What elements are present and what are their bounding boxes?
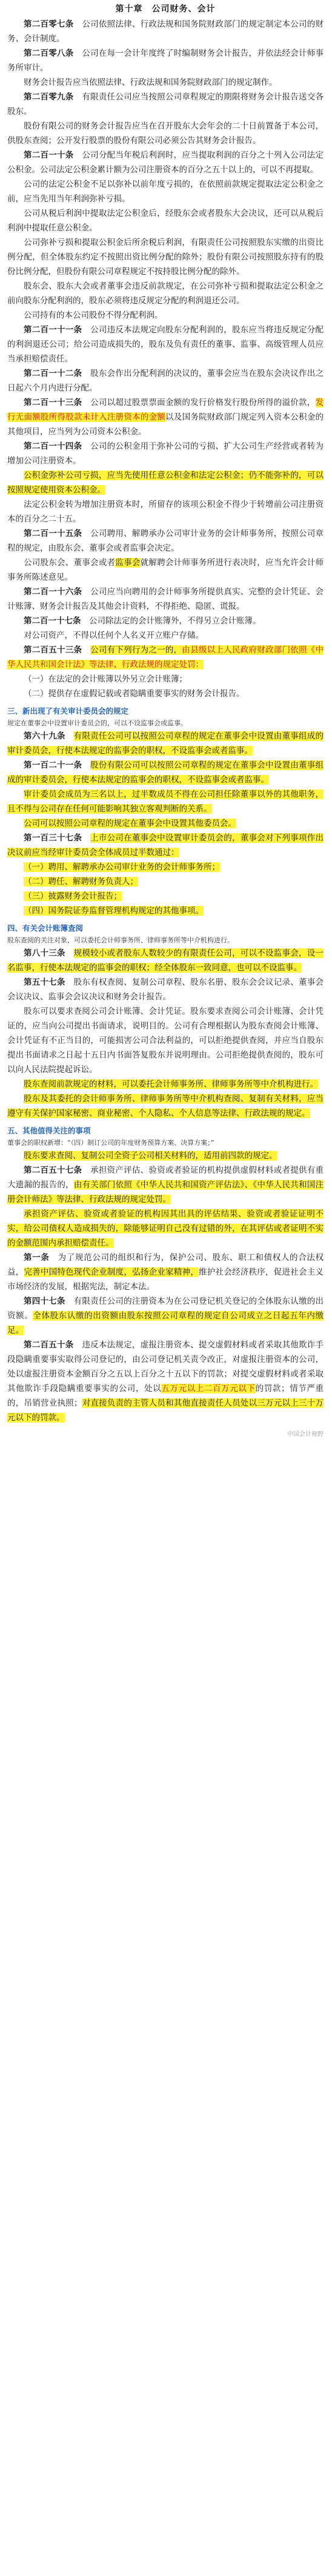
article-number: 第二百零九条	[24, 92, 74, 102]
article-paragraph	[7, 1207, 324, 1250]
article-paragraph	[7, 526, 324, 555]
article-text: 对公司资产，不得以任何个人名义开立账户存储。	[24, 631, 204, 640]
article-text: 股东查阅前款规定的材料，可以委托会计师事务所、律师事务所等中介机构进行。	[24, 1079, 318, 1089]
article-paragraph	[7, 148, 324, 177]
article-text: 全体股东认缴的出资额由股东按照公司章程的规定自公司成立之日起五年内缴足。	[7, 1311, 324, 1335]
article-paragraph	[7, 46, 324, 75]
article-text: 公司聘用、解聘承办公司审计业务的会计师事务所，按照公司章程的规定，由股东会、董事会或者监事会决定。	[7, 529, 324, 553]
article-text: 股份有限公司的财务会计报告应当在召开股东大会年会的二十日前置备于本公司，供股东查阅；公开发行股票的股份有限公司必须公告其财务会计报告。	[7, 121, 324, 146]
article-number: 第二百一十一条	[24, 325, 82, 335]
article-paragraph	[7, 643, 324, 672]
article-text: 股东可以要求查阅公司会计账簿、会计凭证。股东要求查阅公司会计账簿、会计凭证的，应当向公司提出书面请求，说明目的。公司有合理根据认为股东查阅会计账簿、会计凭证有不正当目的，可能损害公司合法利益的，可以拒绝提供查阅，并应当自股东提出书面请求之日起十五日内书面答复股东并说明理由。公司拒绝提供查阅的，股东可以向人民法院提起诉讼。	[7, 1007, 324, 1075]
article-paragraph	[7, 1004, 324, 1077]
article-text: 公积金弥补公司亏损，应当先使用任意公积金和法定公积金；仍不能弥补的，可以按照规定使用资本公积金。	[7, 471, 324, 495]
article-text: 股东会、股东大会或者董事会违反前款规定，在公司弥补亏损和提取法定公积金之前向股东分配利润的，股东必须将违反规定分配的利润退还公司。	[7, 281, 324, 306]
article-paragraph	[7, 119, 324, 148]
article-paragraph	[7, 177, 324, 206]
article-paragraph	[7, 1077, 324, 1092]
article-text: 上市公司在董事会中设置审计委员会的，董事会对下列事项作出决议前应当经审计委员会全体成员过半数通过：	[7, 833, 324, 857]
article-text: 股东会作出分配利润的决议的，董事会应当在股东会决议作出之日起六个月内进行分配。	[7, 369, 324, 393]
article-text: 股东及其委托的会计师事务所、律师事务所等中介机构查阅、复制有关材料，应当遵守有关保护国家秘密、商业秘密、个人隐私、个人信息等法律、行政法规的规定。	[7, 1094, 324, 1118]
article-paragraph	[7, 555, 324, 585]
section-3-desc: 规定在董事会中设置审计委员会的，可以不设监事会或监事。	[7, 719, 187, 727]
article-text: 股份有限公司可以按照公司章程的规定在董事会中设置由董事组成的审计委员会，行使本法规定的监事会的职权，不设监事会或者监事。	[7, 760, 324, 785]
articles-part-3	[7, 946, 324, 1121]
article-paragraph	[7, 1338, 324, 1425]
article-text: 的罚款；情节严重的，吊销营业执照；	[7, 1384, 324, 1408]
article-number: 第一百二十一条	[24, 760, 82, 770]
article-text: 公司股东会、董事会或者	[24, 558, 116, 568]
article-paragraph	[7, 816, 324, 831]
article-text: 公司除法定的会计账簿外，不得另立会计账簿。	[89, 616, 261, 626]
section-3-title: 三、新出现了有关审计委员会的规定	[7, 706, 129, 716]
article-paragraph	[7, 614, 324, 628]
article-text: 公司分配当年税后利润时，应当提取利润的百分之十列入公司法定公积金。公司法定公积金累计额为公司注册资本的百分之五十以上的，可以不再提取。	[7, 150, 324, 175]
article-text: （二）聘任、解聘财务负责人；	[24, 877, 138, 887]
article-number: 第六十九条	[24, 731, 65, 741]
article-text: 有限责任公司可以按照公司章程的规定在董事会中设置由董事组成的审计委员会，行使本法规定的监事会的职权，不设监事会或者监事。	[7, 731, 324, 756]
article-paragraph	[7, 1163, 324, 1207]
article-paragraph	[7, 395, 324, 439]
article-paragraph	[7, 686, 324, 701]
article-paragraph	[7, 235, 324, 279]
article-paragraph	[7, 1250, 324, 1294]
article-number: 第四十七条	[24, 1296, 65, 1306]
article-number: 第二百一十六条	[24, 587, 82, 597]
article-paragraph	[7, 206, 324, 235]
article-text: 公司依照法律、行政法规和国务院财政部门的规定制定本公司的财务、会计制度。	[7, 19, 324, 44]
article-number: 第二百五十三条	[24, 645, 82, 655]
article-paragraph	[7, 323, 324, 366]
article-text: 审计委员会成员为三名以上，过半数成员不得在公司担任除董事以外的其他职务，且不得与公司存在任何可能影响其独立客观判断的关系。	[7, 790, 324, 814]
article-text: 就解聘会计师事务所进行表决时，应当允许会计师事务所陈述意见。	[7, 558, 324, 582]
article-paragraph	[7, 904, 324, 918]
article-paragraph	[7, 1092, 324, 1121]
article-number: 第二百一十二条	[24, 369, 82, 378]
article-text: 公司违反本法规定向股东分配利润的，股东应当将违反规定分配的利润退还公司；给公司造成损失的，股东及负有责任的董事、监事、高级管理人员应当承担赔偿责任。	[7, 325, 324, 364]
article-text: 完善中国特色现代企业制度，弘扬企业家精神，	[24, 1267, 199, 1277]
chapter-title: 第十章 公司财务、会计	[115, 4, 216, 14]
article-paragraph	[7, 758, 324, 787]
article-paragraph	[7, 889, 324, 904]
article-paragraph	[7, 860, 324, 874]
article-text: 有限责任公司的注册资本为在公司登记机关登记的全体股东认缴的出资额。	[7, 1296, 324, 1321]
article-text: 公司的法定公积金不足以弥补以前年度亏损的，在依照前款规定提取法定公积金之前，应当先用当年利润弥补亏损。	[7, 179, 324, 204]
article-number: 第二百一十五条	[24, 529, 82, 538]
article-text: 公司在每一会计年度终了时编制财务会计报告，并依法经会计师事务所审计。	[7, 49, 324, 73]
watermark-text: 中国会计视野	[287, 1431, 324, 1438]
articles-part-2	[7, 729, 324, 918]
article-paragraph	[7, 672, 324, 686]
article-text: 有限责任公司应当按照公司章程规定的期限将财务会计报告送交各股东。	[7, 92, 324, 116]
article-text: 公司持有的本公司股份不得分配利润。	[24, 310, 163, 320]
article-text: （三）披露财务会计报告；	[24, 891, 122, 901]
article-paragraph	[7, 75, 324, 90]
article-text: 股东有权查阅、复制公司章程、股东名册、股东会会议记录、董事会会议决议、监事会会议决议和财务会计报告。	[7, 978, 324, 1002]
article-text: 为了规范公司的组织和行为，保护公司、股东、职工和债权人的合法权益，	[7, 1253, 324, 1277]
article-text: 监事会	[115, 558, 141, 568]
article-number: 第二百一十七条	[24, 616, 81, 626]
article-paragraph	[7, 17, 324, 46]
article-text: 法定公积金转为增加注册资本时，所留存的该项公积金不得少于转增前公司注册资本的百分之二十五。	[7, 500, 324, 524]
article-text: 公司有下列行为之一的，	[90, 645, 182, 655]
article-number: 第一百三十七条	[24, 833, 82, 843]
article-text: 违反本法规定，虚报注册资本、提交虚假材料或者采取其他欺诈手段隐瞒重要事实取得公司登记的，由公司登记机关责令改正，对虚报注册资本的公司，处以虚报注册资本金额百分之五以上百分之十五以下的罚款；对提交虚假材料或者采取其他欺诈手段隐瞒重要事实的公司，处以	[7, 1340, 324, 1394]
article-number: 第二百零八条	[24, 49, 74, 58]
article-number: 第二百一十条	[24, 150, 74, 160]
article-paragraph	[7, 308, 324, 323]
article-text: 财务会计报告应当依照法律、行政法规和国务院财政部门的规定制作。	[24, 78, 277, 87]
article-text: （一）聘用、解聘承办公司审计业务的会计师事务所；	[24, 862, 220, 872]
article-paragraph	[7, 946, 324, 975]
article-number: 第二百五十条	[24, 1340, 74, 1350]
articles-part-4	[7, 1149, 324, 1425]
article-text: 规模较小或者股东人数较少的有限责任公司，可以不设监事会，设一名监事，行使本法规定的监事会的职权；经全体股东一致同意，也可以不设监事。	[7, 948, 324, 973]
article-text: 五万元以上二百万元以下	[161, 1384, 256, 1394]
article-paragraph	[7, 279, 324, 308]
article-text: 公司弥补亏损和提取公积金后所余税后利润，有限责任公司按照股东实缴的出资比例分配，但全体股东约定不按照出资比例分配的除外；股份有限公司按照股东持有的股份比例分配，但股份有限公司章程规定不按持股比例分配的除外。	[7, 238, 324, 277]
articles-part-1	[7, 17, 324, 701]
article-paragraph	[7, 1294, 324, 1338]
article-number: 第一条	[24, 1253, 50, 1263]
article-text: （一）在法定的会计账簿以外另立会计账簿；	[24, 674, 187, 684]
article-paragraph	[7, 628, 324, 643]
article-text: 发行无面额股所得股款未计入注册资本的金额	[7, 398, 324, 422]
section-5-title: 五、其他值得关注的事项	[7, 1126, 91, 1135]
article-text: 以及国务院财政部门规定列入资本公积金的其他项目，应当列为公司资本公积金。	[7, 412, 324, 437]
article-paragraph	[7, 497, 324, 526]
article-paragraph	[7, 874, 324, 889]
article-text: 承担资产评估、验资或者验证的机构提供虚假材料或者提供有重大遗漏的报告的，	[7, 1166, 324, 1190]
article-paragraph	[7, 831, 324, 860]
article-text: 公司可以按照公司章程的规定在董事会中设置其他委员会。	[24, 819, 236, 828]
article-text: （二）提供存在虚假记载或者隐瞒重要事实的财务会计报告。	[24, 689, 245, 699]
article-paragraph	[7, 787, 324, 816]
article-text: 维护社会经济秩序，促进社会主义市场经济的发展，根据宪法，制定本法。	[7, 1267, 324, 1292]
section-5-desc: 董事会的职权新增：“（四）制订公司的年度财务预算方案、决算方案；”	[7, 1139, 214, 1147]
article-text: 承担资产评估、验资或者验证的机构因其出具的评估结果、验资或者验证证明不实，给公司债权人造成损失的，除能够证明自己没有过错的外，在其评估或者证明不实的金额范围内承担赔偿责任。	[7, 1209, 324, 1248]
article-text: （四）国务院证券监督管理机构规定的其他事项。	[24, 906, 204, 916]
article-paragraph	[7, 585, 324, 614]
article-text: 公司以超过股票票面金额的发行价格发行股份所得的溢价款，	[90, 398, 316, 408]
article-paragraph	[7, 90, 324, 119]
article-number: 第二百五十七条	[24, 1166, 82, 1175]
article-number: 第五十七条	[24, 978, 65, 987]
section-4-title: 四、有关会计账簿查阅	[7, 924, 84, 933]
article-paragraph	[7, 439, 324, 468]
article-number: 第二百一十三条	[24, 398, 82, 408]
article-paragraph	[7, 1149, 324, 1163]
article-paragraph	[7, 468, 324, 497]
article-paragraph	[7, 975, 324, 1004]
article-text: 公司从税后利润中提取法定公积金后，经股东会或者股东大会决议，还可以从税后利润中提取任意公积金。	[7, 209, 324, 233]
article-text: 由有关部门依照《中华人民共和国资产评估法》、《中华人民共和国注册会计师法》等法律、行政法规的规定处罚。	[7, 1180, 324, 1204]
article-paragraph	[7, 366, 324, 395]
article-paragraph	[7, 729, 324, 758]
article-number: 第八十三条	[24, 948, 65, 958]
section-4-desc: 股东查阅的关注对象，可以委托会计师事务所、律师事务所等中介机构进行。	[7, 936, 234, 944]
article-text: 对直接负责的主管人员和其他直接责任人员处以三万元以上三十万元以下的罚款。	[7, 1398, 324, 1423]
article-number: 第二百零七条	[24, 19, 74, 29]
article-text: 由县级以上人民政府财政部门依照《中华人民共和国会计法》等法律、行政法规的规定处罚：	[7, 645, 324, 669]
article-text: 公司的公积金用于弥补公司的亏损、扩大公司生产经营或者转为增加公司注册资本。	[7, 441, 324, 466]
article-number: 第二百一十四条	[24, 441, 82, 451]
article-text: 公司应当向聘用的会计师事务所提供真实、完整的会计凭证、会计账簿、财务会计报告及其他会计资料，不得拒绝、隐匿、谎报。	[7, 587, 324, 611]
article-text: 股东要求查阅、复制公司全资子公司相关材料的，适用前四款的规定。	[24, 1151, 277, 1161]
